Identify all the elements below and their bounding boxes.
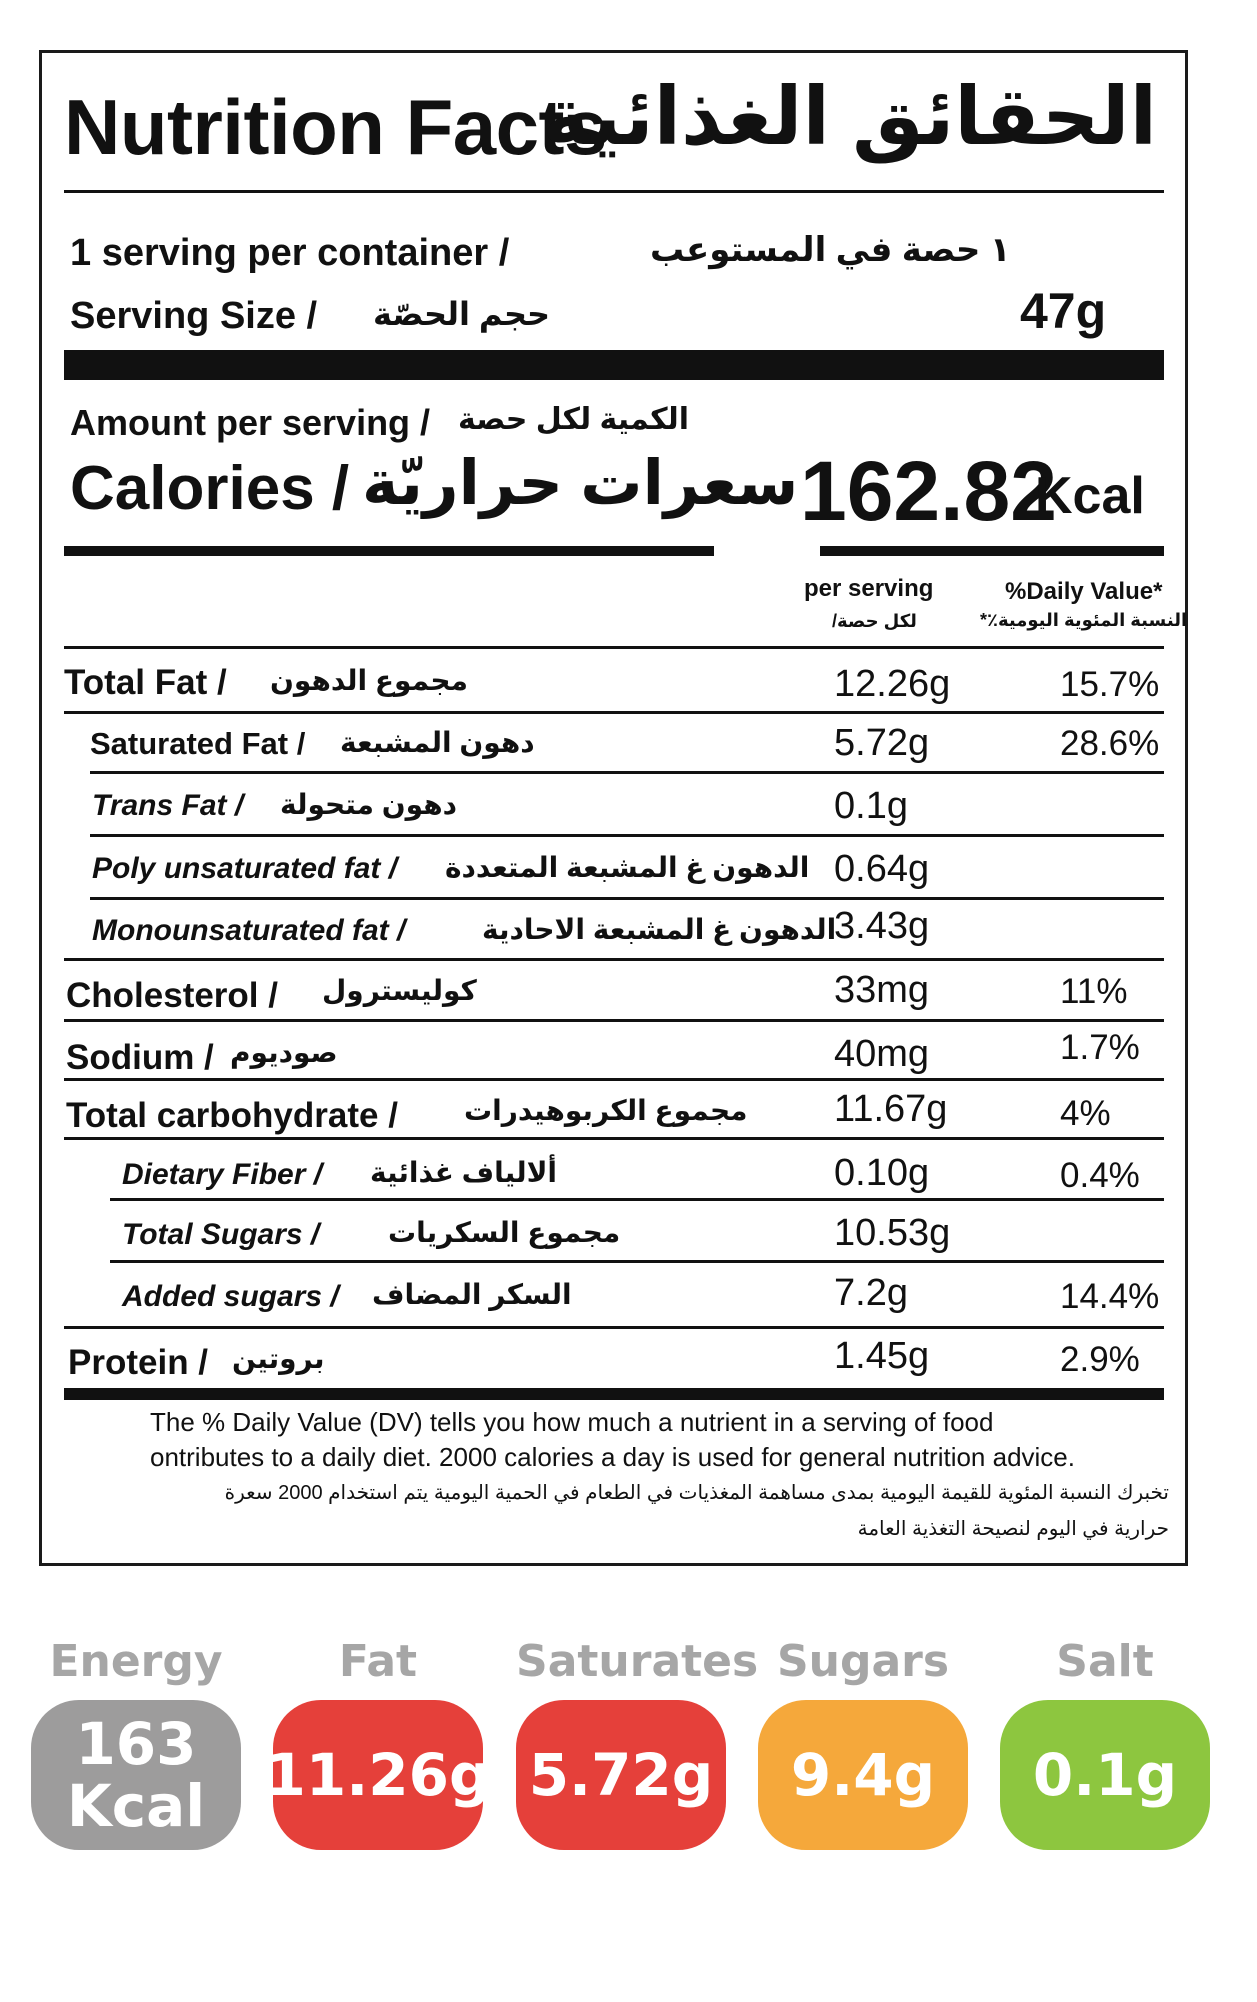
nutrient-daily-value: 14.4%: [1060, 1277, 1160, 1316]
sugars-label: Sugars: [776, 1636, 950, 1687]
nutrient-label: Poly unsaturated fat /: [92, 852, 398, 885]
nutrient-label-ar: دهون متحولة: [280, 789, 458, 820]
nutrient-label-ar: الدهون غ المشبعة الاحادية: [482, 914, 837, 945]
daily-value-header-ar: النسبة المئوية اليومية٪*: [980, 610, 1188, 630]
divider: [110, 1260, 1164, 1263]
nutrient-label: Added sugars /: [122, 1280, 339, 1313]
nutrient-amount: 0.1g: [834, 785, 908, 827]
per-serving-header: per serving: [804, 575, 934, 602]
nutrient-amount: 5.72g: [834, 722, 930, 764]
nutrient-label-ar: السكر المضاف: [372, 1279, 572, 1310]
divider: [90, 771, 1164, 774]
serving-size-label-ar: حجم الحصّة: [373, 296, 551, 332]
nutrient-amount: 11.67g: [834, 1088, 948, 1130]
servings-per-container-ar: ١ حصة في المستوعب: [650, 231, 1011, 269]
nutrient-label-ar: مجموع الدهون: [270, 665, 468, 696]
nutrient-label: Cholesterol /: [66, 976, 278, 1015]
divider: [64, 1019, 1164, 1022]
footnote-line-ar: تخبرك النسبة المئوية للقيمة اليومية بمدى مساهمة المغذيات في الطعام في الحمية اليومية يتم استخدام 2000 سعرة: [224, 1482, 1169, 1504]
energy-label: Energy: [49, 1636, 223, 1687]
nutrient-label: Total Sugars /: [122, 1218, 320, 1251]
nutrient-daily-value: 0.4%: [1060, 1156, 1140, 1195]
footnote-line-ar: حرارية في اليوم لنصيحة التغذية العامة: [857, 1518, 1169, 1540]
nutrient-daily-value: 11%: [1060, 972, 1128, 1011]
nutrient-amount: 0.64g: [834, 848, 930, 890]
servings-per-container: 1 serving per container /: [70, 232, 510, 274]
nutrient-label: Total Fat /: [64, 663, 227, 702]
salt-value: 0.1g: [1032, 1741, 1178, 1809]
divider: [110, 1198, 1164, 1201]
saturates-badge: [516, 1700, 726, 1850]
nutrient-amount: 3.43g: [834, 905, 930, 947]
serving-size-value: 47g: [1020, 283, 1107, 339]
nutrient-amount: 10.53g: [834, 1212, 951, 1254]
footnote-line: The % Daily Value (DV) tells you how much a nutrient in a serving of food: [150, 1407, 994, 1437]
nutrient-label: Protein /: [68, 1343, 209, 1382]
divider: [64, 1078, 1164, 1081]
energy-badge: [31, 1700, 241, 1850]
calories-value: 162.82: [800, 444, 1057, 538]
nutrient-label-ar: مجموع السكريات: [388, 1217, 621, 1248]
sugars-value: 9.4g: [790, 1741, 936, 1809]
daily-value-header: %Daily Value*: [1005, 578, 1163, 605]
nutrient-label-ar: صوديوم: [230, 1037, 338, 1068]
nutrient-amount: 33mg: [834, 969, 930, 1011]
energy-value: 163: [75, 1710, 197, 1778]
nutrient-label-ar: بروتين: [232, 1343, 325, 1374]
salt-label: Salt: [1056, 1636, 1154, 1687]
serving-size-label: Serving Size /: [70, 295, 318, 337]
divider: [90, 897, 1164, 900]
sugars-badge: [758, 1700, 968, 1850]
nutrient-label-ar: دهون المشبعة: [340, 727, 535, 758]
divider: [90, 834, 1164, 837]
thick-divider: [64, 350, 1164, 380]
nutrient-amount: 40mg: [834, 1033, 930, 1075]
nutrient-daily-value: 15.7%: [1060, 665, 1160, 704]
nutrient-label: Trans Fat /: [92, 789, 244, 822]
salt-badge: [1000, 1700, 1210, 1850]
thick-divider: [64, 1388, 1164, 1400]
per-serving-header-ar: لكل حصة/: [832, 611, 917, 631]
nutrient-label: Sodium /: [66, 1038, 214, 1077]
nutrient-amount: 1.45g: [834, 1335, 930, 1377]
nutrient-amount: 7.2g: [834, 1272, 908, 1314]
nutrient-label: Dietary Fiber /: [122, 1158, 323, 1191]
calories-rule-right: [820, 546, 1164, 556]
nutrient-label: Total carbohydrate /: [66, 1096, 398, 1135]
title-ar: الحقائق الغذائية: [542, 72, 1157, 161]
nutrient-daily-value: 4%: [1060, 1094, 1111, 1133]
footnote-line: ontributes to a daily diet. 2000 calories a day is used for general nutrition advice.: [150, 1442, 1075, 1472]
amount-per-serving: Amount per serving /: [70, 402, 431, 443]
nutrient-amount: 12.26g: [834, 663, 951, 705]
saturates-label: Saturates: [516, 1636, 759, 1687]
calories-label-ar: سعرات حراريّة: [362, 449, 799, 518]
calories-rule-left: [64, 546, 714, 556]
nutrient-label-ar: الدهون غ المشبعة المتعددة: [445, 852, 810, 883]
nutrient-label-ar: مجموع الكربوهيدرات: [464, 1095, 748, 1126]
amount-per-serving-ar: الكمية لكل حصة: [458, 403, 690, 436]
nutrient-daily-value: 2.9%: [1060, 1340, 1140, 1379]
title-en: Nutrition Facts: [64, 83, 607, 171]
saturates-value: 5.72g: [528, 1741, 714, 1809]
calories-unit: Kcal: [1035, 467, 1145, 525]
divider: [64, 190, 1164, 193]
nutrient-daily-value: 28.6%: [1060, 724, 1160, 763]
nutrient-label-ar: ألالياف غذائية: [370, 1157, 558, 1188]
calories-label: Calories /: [70, 454, 350, 523]
nutrient-label: Monounsaturated fat /: [92, 914, 406, 947]
nutrient-label-ar: كوليسترول: [322, 975, 477, 1006]
divider: [64, 958, 1164, 961]
nutrient-daily-value: 1.7%: [1060, 1028, 1140, 1067]
divider: [64, 646, 1164, 649]
divider: [64, 711, 1164, 714]
energy-unit: Kcal: [66, 1772, 206, 1840]
divider: [64, 1326, 1164, 1329]
nutrient-label: Saturated Fat /: [90, 726, 306, 761]
fat-badge: [265, 1700, 491, 1850]
nutrient-amount: 0.10g: [834, 1152, 930, 1194]
divider: [64, 1137, 1164, 1140]
fat-label: Fat: [338, 1636, 418, 1687]
fat-value: 11.26g: [265, 1741, 491, 1809]
